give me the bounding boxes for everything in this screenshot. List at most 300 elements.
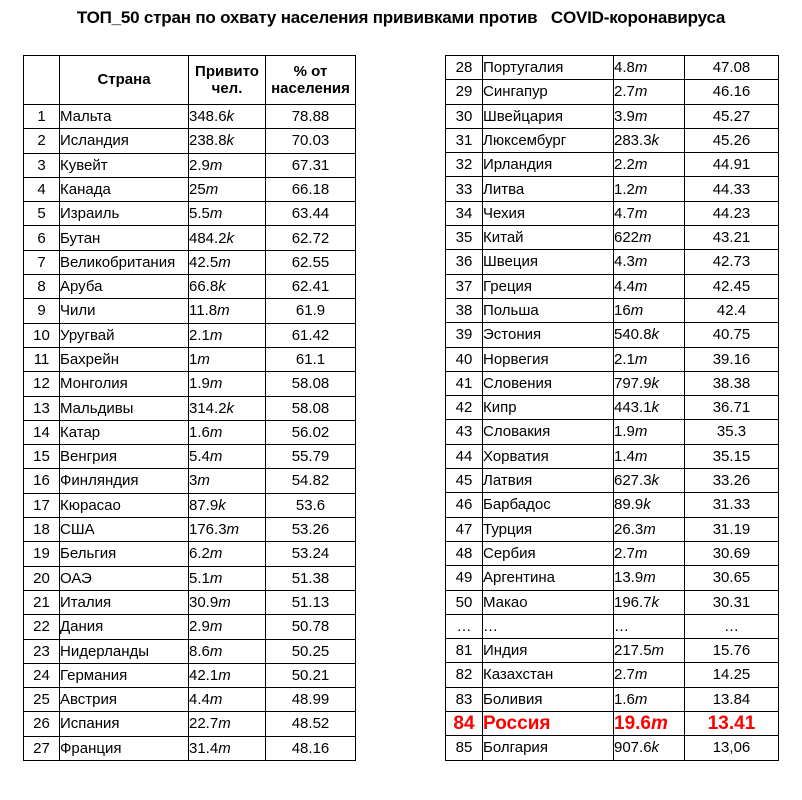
vaccinated-cell: [189, 153, 266, 177]
vaccinated-number: 1.6: [614, 690, 635, 708]
table-row: [24, 469, 356, 493]
table-row: [446, 56, 779, 80]
rank-cell: 85: [446, 736, 483, 760]
vaccinated-cell: [614, 128, 685, 152]
rank-cell: 38: [446, 298, 483, 322]
country-cell: Швейцария: [483, 104, 614, 128]
vaccinated-number: 2.1: [614, 350, 635, 368]
vaccinated-number: 11.8: [189, 302, 218, 320]
percent-cell: 50.25: [266, 639, 356, 663]
percent-cell: 50.21: [266, 663, 356, 687]
table-row: [446, 396, 779, 420]
table-row: [24, 688, 356, 712]
country-cell: Испания: [60, 712, 189, 736]
table-row: [446, 444, 779, 468]
table-row: [446, 371, 779, 395]
unit-suffix: m: [630, 301, 644, 319]
table-row: [446, 736, 779, 760]
vaccinated-number: 22.7: [189, 715, 219, 733]
vaccinated-cell: [614, 201, 685, 225]
vaccinated-cell: [189, 177, 266, 201]
vaccinated-number: 2.9: [189, 618, 210, 636]
unit-suffix: k: [651, 131, 660, 149]
percent-cell: 53.26: [266, 518, 356, 542]
rank-cell: 47: [446, 517, 483, 541]
vaccinated-cell: [189, 396, 266, 420]
country-cell: Бельгия: [60, 542, 189, 566]
table-row: [24, 299, 356, 323]
vaccinated-cell: [614, 274, 685, 298]
vaccinated-number: 196.7: [614, 593, 652, 611]
rank-cell: 18: [24, 518, 60, 542]
country-cell: Польша: [483, 298, 614, 322]
vaccinated-number: 89.9: [614, 496, 644, 514]
vaccinated-cell: [614, 396, 685, 420]
unit-suffix: m: [643, 520, 656, 538]
rank-cell: 36: [446, 250, 483, 274]
table-row: [24, 590, 356, 614]
vaccinated-cell: [189, 347, 266, 371]
country-cell: Великобритания: [60, 250, 189, 274]
unit-suffix: m: [209, 569, 223, 587]
unit-suffix: k: [651, 739, 660, 757]
rank-cell: 50: [446, 590, 483, 614]
percent-cell: 62.55: [266, 250, 356, 274]
unit-suffix: m: [634, 447, 648, 465]
vaccinated-number: …: [614, 617, 629, 635]
unit-suffix: m: [634, 277, 648, 295]
country-cell: Бахрейн: [60, 347, 189, 371]
vaccinated-cell: [189, 493, 266, 517]
vaccinated-number: 443.1: [614, 399, 652, 417]
vaccinated-cell: [189, 639, 266, 663]
table-row: [446, 687, 779, 711]
table-row: [24, 518, 356, 542]
unit-suffix: k: [226, 229, 235, 247]
vaccinated-cell: [189, 712, 266, 736]
rank-cell: 81: [446, 639, 483, 663]
country-cell: Канада: [60, 177, 189, 201]
country-cell: Чехия: [483, 201, 614, 225]
vaccinated-number: 2.1: [189, 326, 210, 344]
country-cell: Словения: [483, 371, 614, 395]
country-cell: Литва: [483, 177, 614, 201]
unit-suffix: k: [226, 108, 235, 126]
rank-cell: 83: [446, 687, 483, 711]
rank-cell: 2: [24, 129, 60, 153]
table-row: [24, 566, 356, 590]
vaccinated-number: 87.9: [189, 496, 219, 514]
vaccinated-cell: [614, 566, 685, 590]
rank-cell: 21: [24, 590, 60, 614]
vaccinated-number: 4.7: [614, 204, 635, 222]
left-table-body: [24, 105, 356, 761]
vaccinated-number: 19.6: [614, 712, 651, 734]
unit-suffix: m: [634, 544, 648, 562]
country-cell: Кипр: [483, 396, 614, 420]
table-row: [446, 566, 779, 590]
unit-suffix: m: [651, 642, 665, 660]
percent-cell: 62.72: [266, 226, 356, 250]
vaccinated-number: 4.4: [614, 277, 635, 295]
country-cell: Россия: [483, 712, 614, 736]
vaccinated-number: 42.1: [189, 666, 219, 684]
unit-suffix: m: [209, 691, 223, 709]
rank-cell: 84: [446, 712, 483, 736]
vaccinated-number: 4.4: [189, 691, 210, 709]
vaccinated-number: 6.2: [189, 545, 210, 563]
unit-suffix: m: [217, 302, 230, 320]
percent-cell: 51.13: [266, 590, 356, 614]
vaccinated-cell: [614, 663, 685, 687]
table-row: [446, 712, 779, 736]
rank-cell: 46: [446, 493, 483, 517]
country-cell: Дания: [60, 615, 189, 639]
unit-suffix: m: [218, 253, 231, 271]
country-cell: Исландия: [60, 129, 189, 153]
percent-cell: 14.25: [685, 663, 779, 687]
vaccinated-cell: [614, 420, 685, 444]
unit-suffix: k: [651, 374, 660, 392]
percent-cell: 62.41: [266, 275, 356, 299]
unit-suffix: m: [634, 204, 648, 222]
unit-suffix: k: [651, 593, 660, 611]
table-row: [446, 177, 779, 201]
vaccinated-cell: [614, 444, 685, 468]
vaccinated-cell: [189, 469, 266, 493]
percent-cell: 48.16: [266, 736, 356, 760]
percent-cell: 42.73: [685, 250, 779, 274]
table-row: [446, 274, 779, 298]
unit-suffix: m: [634, 180, 648, 198]
vaccinated-number: 238.8: [189, 132, 227, 150]
table-row: [446, 153, 779, 177]
header-rank: [24, 56, 60, 105]
vaccinated-cell: [614, 469, 685, 493]
unit-suffix: m: [634, 253, 648, 271]
rank-cell: 3: [24, 153, 60, 177]
vaccinated-number: 5.5: [189, 205, 210, 223]
unit-suffix: k: [218, 496, 226, 514]
table-row: [446, 590, 779, 614]
country-cell: Латвия: [483, 469, 614, 493]
percent-cell: 55.79: [266, 445, 356, 469]
percent-cell: 54.82: [266, 469, 356, 493]
vaccinated-cell: [614, 687, 685, 711]
vaccinated-number: 2.7: [614, 666, 635, 684]
vaccinated-cell: [189, 445, 266, 469]
vaccinated-number: 627.3: [614, 472, 652, 490]
percent-cell: 42.45: [685, 274, 779, 298]
vaccinated-cell: [614, 250, 685, 274]
rank-cell: 4: [24, 177, 60, 201]
rank-cell: 35: [446, 226, 483, 250]
vaccinated-cell: [189, 518, 266, 542]
vaccinated-cell: [189, 736, 266, 760]
vaccinated-cell: [614, 639, 685, 663]
table-row: [24, 615, 356, 639]
vaccinated-cell: [189, 250, 266, 274]
table-row: [446, 128, 779, 152]
unit-suffix: m: [226, 521, 240, 539]
country-cell: ОАЭ: [60, 566, 189, 590]
rank-cell: 22: [24, 615, 60, 639]
percent-cell: 53.6: [266, 493, 356, 517]
rank-cell: 28: [446, 56, 483, 80]
vaccinated-cell: [614, 517, 685, 541]
rank-cell: 30: [446, 104, 483, 128]
vaccinated-number: 25: [189, 180, 206, 198]
vaccinated-number: 16: [614, 301, 631, 319]
vaccinated-cell: [189, 542, 266, 566]
country-cell: Норвегия: [483, 347, 614, 371]
rank-cell: 42: [446, 396, 483, 420]
unit-suffix: m: [209, 423, 223, 441]
vaccinated-number: 797.9: [614, 374, 652, 392]
country-cell: Мальдивы: [60, 396, 189, 420]
vaccinated-number: 26.3: [614, 520, 644, 538]
unit-suffix: m: [634, 423, 648, 441]
vaccinated-cell: [189, 590, 266, 614]
country-cell: Турция: [483, 517, 614, 541]
vaccinated-number: 5.1: [189, 569, 210, 587]
unit-suffix: m: [634, 107, 648, 125]
vaccinated-cell: [614, 712, 685, 736]
table-row: [446, 639, 779, 663]
unit-suffix: m: [209, 545, 223, 563]
percent-cell: 30.69: [685, 541, 779, 565]
rank-cell: 10: [24, 323, 60, 347]
rank-cell: 17: [24, 493, 60, 517]
percent-cell: 45.27: [685, 104, 779, 128]
table-row: [24, 105, 356, 129]
vaccinated-number: 1.9: [189, 375, 210, 393]
table-row: [24, 275, 356, 299]
vaccinated-number: 3: [189, 472, 198, 490]
percent-cell: 35.3: [685, 420, 779, 444]
unit-suffix: m: [639, 229, 652, 247]
rank-cell: 43: [446, 420, 483, 444]
rank-cell: 7: [24, 250, 60, 274]
country-cell: Сингапур: [483, 80, 614, 104]
vaccinated-number: 13.9: [614, 569, 644, 587]
country-cell: Эстония: [483, 323, 614, 347]
rank-cell: 37: [446, 274, 483, 298]
rank-cell: 20: [24, 566, 60, 590]
left-table: [23, 55, 356, 761]
unit-suffix: m: [209, 618, 223, 636]
country-cell: Аргентина: [483, 566, 614, 590]
vaccinated-number: 3.9: [614, 107, 635, 125]
table-row: [24, 420, 356, 444]
vaccinated-number: 283.3: [614, 131, 652, 149]
table-row: [446, 298, 779, 322]
percent-cell: 30.31: [685, 590, 779, 614]
unit-suffix: m: [209, 326, 223, 344]
rank-cell: 1: [24, 105, 60, 129]
unit-suffix: k: [651, 326, 660, 344]
vaccinated-number: 5.4: [189, 448, 210, 466]
rank-cell: 16: [24, 469, 60, 493]
country-cell: Германия: [60, 663, 189, 687]
unit-suffix: m: [218, 666, 231, 684]
rank-cell: 12: [24, 372, 60, 396]
vaccinated-cell: [614, 177, 685, 201]
vaccinated-cell: [614, 493, 685, 517]
rank-cell: 26: [24, 712, 60, 736]
vaccinated-number: 4.3: [614, 253, 635, 271]
percent-cell: 42.4: [685, 298, 779, 322]
table-row: [24, 663, 356, 687]
percent-cell: 53.24: [266, 542, 356, 566]
rank-cell: 33: [446, 177, 483, 201]
vaccinated-number: 30.9: [189, 593, 219, 611]
country-cell: Люксембург: [483, 128, 614, 152]
vaccinated-cell: [189, 372, 266, 396]
table-row: [446, 541, 779, 565]
country-cell: Греция: [483, 274, 614, 298]
vaccinated-cell: [614, 56, 685, 80]
vaccinated-number: 540.8: [614, 326, 652, 344]
vaccinated-number: 176.3: [189, 521, 227, 539]
country-cell: Казахстан: [483, 663, 614, 687]
table-row: [446, 614, 779, 638]
table-row: [24, 250, 356, 274]
country-cell: …: [483, 614, 614, 638]
percent-cell: 33.26: [685, 469, 779, 493]
percent-cell: 51.38: [266, 566, 356, 590]
vaccinated-cell: [614, 614, 685, 638]
table-header-row: [24, 56, 356, 105]
table-row: [446, 420, 779, 444]
unit-suffix: m: [209, 642, 223, 660]
country-cell: Италия: [60, 590, 189, 614]
unit-suffix: m: [643, 569, 656, 587]
rank-cell: 11: [24, 347, 60, 371]
country-cell: Сербия: [483, 541, 614, 565]
rank-cell: 27: [24, 736, 60, 760]
rank-cell: 39: [446, 323, 483, 347]
percent-cell: 44.23: [685, 201, 779, 225]
vaccinated-cell: [614, 226, 685, 250]
vaccinated-cell: [189, 105, 266, 129]
vaccinated-cell: [189, 299, 266, 323]
percent-cell: 13.84: [685, 687, 779, 711]
rank-cell: 19: [24, 542, 60, 566]
unit-suffix: m: [650, 712, 668, 734]
country-cell: Израиль: [60, 202, 189, 226]
table-row: [24, 323, 356, 347]
country-cell: США: [60, 518, 189, 542]
vaccinated-number: 8.6: [189, 642, 210, 660]
rank-cell: 45: [446, 469, 483, 493]
vaccinated-cell: [189, 323, 266, 347]
percent-cell: 61.9: [266, 299, 356, 323]
table-row: [446, 517, 779, 541]
table-row: [24, 372, 356, 396]
rank-cell: 31: [446, 128, 483, 152]
vaccinated-cell: [189, 566, 266, 590]
unit-suffix: m: [209, 448, 223, 466]
percent-cell: 56.02: [266, 420, 356, 444]
rank-cell: 6: [24, 226, 60, 250]
vaccinated-number: 1.6: [189, 423, 210, 441]
table-row: [24, 736, 356, 760]
table-row: [24, 396, 356, 420]
unit-suffix: k: [651, 399, 660, 417]
vaccinated-number: 42.5: [189, 253, 219, 271]
table-row: [446, 347, 779, 371]
vaccinated-number: 1.9: [614, 423, 635, 441]
table-row: [446, 663, 779, 687]
rank-cell: 8: [24, 275, 60, 299]
unit-suffix: k: [218, 278, 226, 296]
unit-suffix: m: [634, 156, 648, 174]
percent-cell: 61.42: [266, 323, 356, 347]
rank-cell: 25: [24, 688, 60, 712]
percent-cell: 48.52: [266, 712, 356, 736]
percent-cell: 70.03: [266, 129, 356, 153]
vaccinated-number: 1.4: [614, 447, 635, 465]
vaccinated-number: 2.7: [614, 544, 635, 562]
table-row: [24, 202, 356, 226]
percent-cell: 45.26: [685, 128, 779, 152]
percent-cell: 43.21: [685, 226, 779, 250]
right-table-body: [446, 56, 779, 761]
unit-suffix: m: [634, 83, 648, 101]
percent-cell: …: [685, 614, 779, 638]
country-cell: Хорватия: [483, 444, 614, 468]
unit-suffix: m: [218, 739, 231, 757]
header-percent: % от населения: [266, 56, 356, 105]
table-row: [24, 153, 356, 177]
percent-cell: 50.78: [266, 615, 356, 639]
table-row: [24, 177, 356, 201]
vaccinated-cell: [189, 688, 266, 712]
table-row: [24, 542, 356, 566]
vaccinated-cell: [614, 590, 685, 614]
rank-cell: 13: [24, 396, 60, 420]
country-cell: Нидерланды: [60, 639, 189, 663]
table-row: [24, 493, 356, 517]
rank-cell: 48: [446, 541, 483, 565]
rank-cell: 34: [446, 201, 483, 225]
percent-cell: 61.1: [266, 347, 356, 371]
rank-cell: 15: [24, 445, 60, 469]
right-table: [445, 55, 779, 761]
unit-suffix: k: [226, 399, 235, 417]
country-cell: Австрия: [60, 688, 189, 712]
percent-cell: 13.41: [685, 712, 779, 736]
vaccinated-cell: [614, 736, 685, 760]
country-cell: Ирландия: [483, 153, 614, 177]
rank-cell: 14: [24, 420, 60, 444]
percent-cell: 36.71: [685, 396, 779, 420]
percent-cell: 30.65: [685, 566, 779, 590]
percent-cell: 48.99: [266, 688, 356, 712]
vaccinated-number: 484.2: [189, 229, 227, 247]
vaccinated-cell: [614, 371, 685, 395]
percent-cell: 31.33: [685, 493, 779, 517]
vaccinated-cell: [614, 104, 685, 128]
country-cell: Португалия: [483, 56, 614, 80]
table-row: [446, 323, 779, 347]
country-cell: Китай: [483, 226, 614, 250]
vaccinated-number: 314.2: [189, 399, 227, 417]
rank-cell: 44: [446, 444, 483, 468]
unit-suffix: m: [197, 472, 210, 490]
vaccinated-number: 1: [189, 350, 198, 368]
